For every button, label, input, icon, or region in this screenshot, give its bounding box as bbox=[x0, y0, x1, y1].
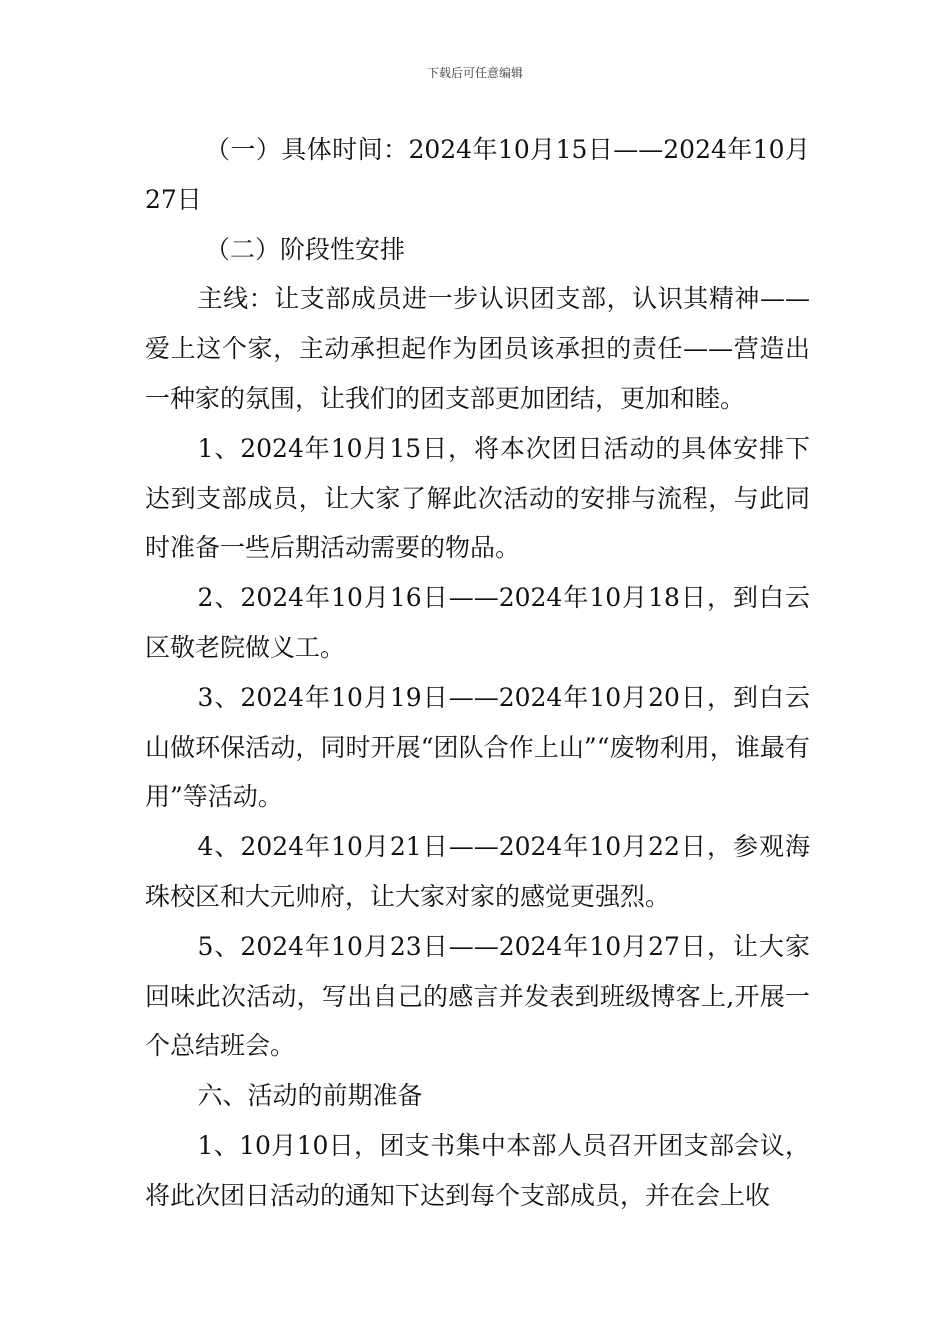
paragraph-step-4: 4、2024年10月21日——2024年10月22日，参观海珠校区和大元帅府，让大家对家的感觉更强烈。 bbox=[145, 832, 810, 911]
document-body bbox=[145, 125, 810, 1221]
section-heading-preparation: 六、活动的前期准备 bbox=[197, 1081, 423, 1111]
paragraph-step-2: 2、2024年10月16日——2024年10月18日，到白云区敬老院做义工。 bbox=[145, 583, 810, 662]
page-header-note: 下载后可任意编辑 bbox=[426, 66, 523, 80]
paragraph-stage-arrangement: （二）阶段性安排 bbox=[205, 234, 406, 264]
paragraph-main-line: 主线：让支部成员进一步认识团支部，认识其精神——爱上这个家，主动承担起作为团员该承担的责任——营造出一种家的氛围，让我们的团支部更加团结，更加和睦。 bbox=[145, 284, 810, 413]
paragraph-step-5: 5、2024年10月23日——2024年10月27日，让大家回味此次活动，写出自己的感言并发表到班级博客上,开展一个总结班会。 bbox=[145, 931, 810, 1061]
paragraph-step-3: 3、2024年10月19日——2024年10月20日，到白云山做环保活动，同时开展“团队合作上山”“废物利用，谁最有用”等活动。 bbox=[145, 682, 810, 812]
paragraph-prep-1: 1、10月10日，团支书集中本部人员召开团支部会议，将此次团日活动的通知下达到每个支部成员，并在会上收 bbox=[145, 1130, 810, 1210]
paragraph-specific-time: （一）具体时间：2024年10月15日——2024年10月27日 bbox=[145, 135, 810, 214]
paragraph-step-1: 1、2024年10月15日，将本次团日活动的具体安排下达到支部成员，让大家了解此次活动的安排与流程，与此同时准备一些后期活动需要的物品。 bbox=[145, 433, 810, 563]
